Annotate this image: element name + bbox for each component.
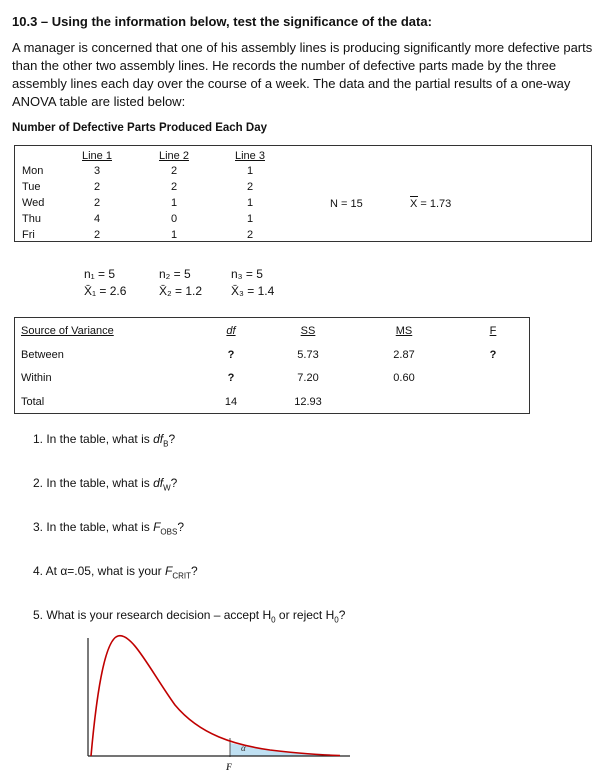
question-5: 5. What is your research decision – accept $H_0$ or reject $H_0$?	[33, 608, 346, 625]
f-curve	[91, 636, 340, 756]
cell-line1: 3	[93, 165, 101, 177]
anova-total-df: 14	[224, 396, 238, 408]
cell-line3: 1	[246, 197, 254, 209]
cell-line2: 1	[170, 197, 178, 209]
anova-row-label: Between	[21, 349, 64, 361]
cell-line3: 2	[246, 181, 254, 193]
cell-line3: 1	[246, 165, 254, 177]
question-3: 3. In the table, what is $F_{OBS}$?	[33, 520, 185, 537]
mean3: X̄₃ = 1.4	[231, 284, 275, 298]
anova-row-label: Within	[21, 372, 52, 384]
cell-line1: 4	[93, 213, 101, 225]
question-4: 4. At α=.05, what is your $F_{CRIT}$?	[33, 564, 198, 581]
cell-line2: 2	[170, 181, 178, 193]
n1: n₁ = 5	[84, 267, 116, 281]
anova-header-ms: MS	[395, 325, 413, 337]
cell-line1: 2	[93, 197, 101, 209]
table-subheading: Number of Defective Parts Produced Each Day	[12, 122, 267, 134]
day-label: Mon	[22, 165, 44, 177]
cell-line1: 2	[93, 181, 101, 193]
anova-total-ss: 12.93	[294, 396, 322, 408]
anova-header-ss: SS	[300, 325, 316, 337]
anova-between-ms: 2.87	[393, 349, 415, 361]
mean1: X̄₁ = 2.6	[84, 284, 127, 298]
anova-header-source: Source of Variance	[21, 325, 114, 337]
anova-header-df: df	[226, 325, 236, 337]
anova-between-ss: 5.73	[297, 349, 319, 361]
cell-line3: 2	[246, 229, 254, 241]
cell-line2: 2	[170, 165, 178, 177]
day-label: Fri	[22, 229, 35, 241]
col-header-line1: Line 1	[82, 150, 112, 162]
alpha-label: α	[241, 743, 246, 753]
n2: n₂ = 5	[159, 267, 191, 281]
cell-line1: 2	[93, 229, 101, 241]
mean2: X̄₂ = 1.2	[159, 284, 203, 298]
cell-line3: 1	[246, 213, 254, 225]
question-2: 2. In the table, what is $df_W$?	[33, 476, 178, 493]
anova-between-df: ?	[227, 349, 235, 361]
col-header-line3: Line 3	[235, 150, 265, 162]
day-label: Tue	[22, 181, 41, 193]
question-1: 1. In the table, what is $df_B$?	[33, 432, 176, 449]
page-title: 10.3 – Using the information below, test the significance of the data:	[12, 14, 432, 29]
grand-mean: X = 1.73	[410, 198, 452, 210]
anova-header-f: F	[489, 325, 497, 337]
total-n: N = 15	[330, 198, 363, 210]
cell-line2: 1	[170, 229, 178, 241]
anova-within-ss: 7.20	[297, 372, 319, 384]
col-header-line2: Line 2	[159, 150, 189, 162]
intro-paragraph: A manager is concerned that one of his assembly lines is producing significantly more defective parts than the other two assembly lines. He records the number of defective parts made by the three assembly lines each day over the course of a week. The data and the partial results of a one-way ANOVA table are listed below:	[12, 40, 593, 109]
day-label: Thu	[22, 213, 41, 225]
anova-within-df: ?	[227, 372, 235, 384]
anova-between-f: ?	[489, 349, 497, 361]
n3: n₃ = 5	[231, 267, 263, 281]
anova-row-label: Total	[21, 396, 45, 408]
cell-line2: 0	[170, 213, 178, 225]
anova-within-ms: 0.60	[393, 372, 415, 384]
f-axis-label: F	[226, 762, 233, 772]
day-label: Wed	[22, 197, 45, 209]
